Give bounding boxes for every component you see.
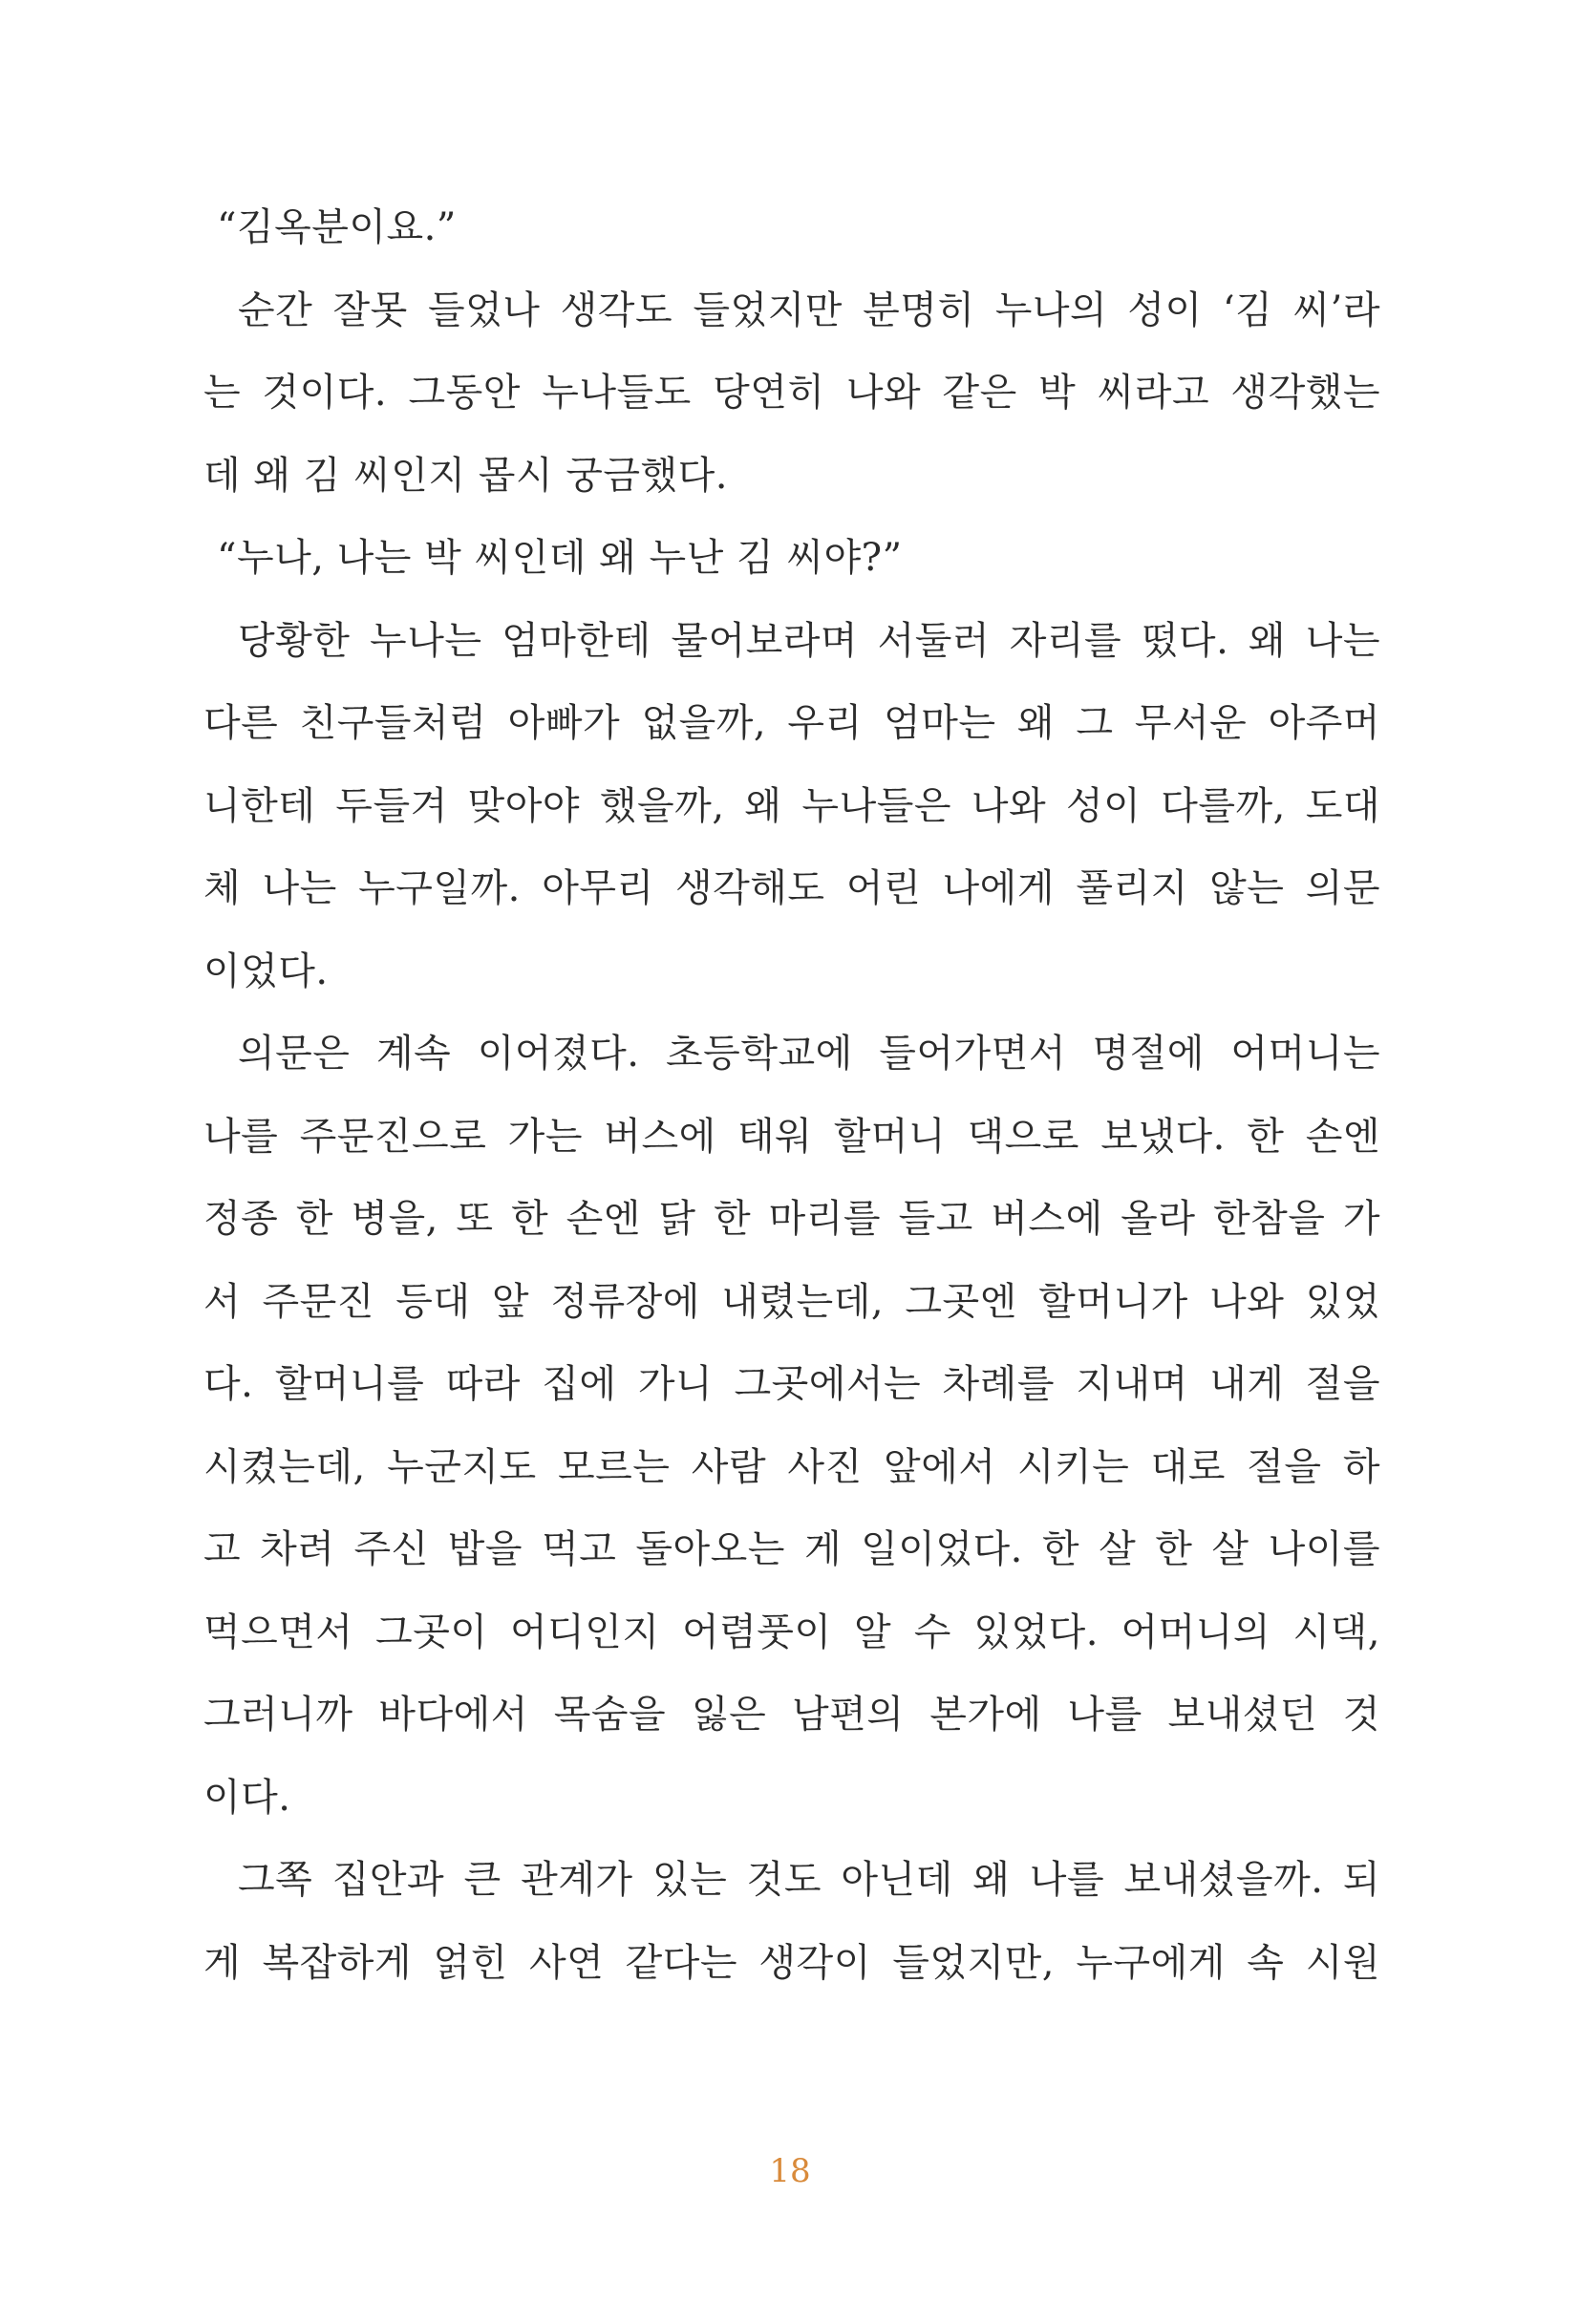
text-line: 게 복잡하게 얽힌 사연 같다는 생각이 들었지만, 누구에게 속 시원: [203, 1940, 1380, 1985]
text-line: 시켰는데, 누군지도 모르는 사람 사진 앞에서 시키는 대로 절을 하: [203, 1444, 1380, 1489]
body-text: [203, 186, 1380, 2004]
page-number: 18: [769, 2152, 811, 2190]
text-line: 고 차려 주신 밥을 먹고 돌아오는 게 일이었다. 한 살 한 살 나이를: [203, 1527, 1380, 1571]
text-line: 서 주문진 등대 앞 정류장에 내렸는데, 그곳엔 할머니가 나와 있었: [203, 1279, 1380, 1324]
text-line: 는 것이다. 그동안 누나들도 당연히 나와 같은 박 씨라고 생각했는: [203, 371, 1380, 415]
text-line: 이었다.: [203, 949, 329, 993]
text-line: 체 나는 누구일까. 아무리 생각해도 어린 나에게 풀리지 않는 의문: [203, 866, 1380, 910]
text-line: 다른 친구들처럼 아빠가 없을까, 우리 엄마는 왜 그 무서운 아주머: [203, 701, 1380, 745]
text-line: 나를 주문진으로 가는 버스에 태워 할머니 댁으로 보냈다. 한 손엔: [203, 1114, 1380, 1159]
text-line: 당황한 누나는 엄마한테 물어보라며 서둘러 자리를 떴다. 왜 나는: [238, 618, 1380, 663]
dialogue-line: “누나, 나는 박 씨인데 왜 누난 김 씨야?”: [217, 536, 903, 580]
text-line: 정종 한 병을, 또 한 손엔 닭 한 마리를 들고 버스에 올라 한참을 가: [203, 1197, 1380, 1241]
text-line: 다. 할머니를 따라 집에 가니 그곳에서는 차례를 지내며 내게 절을: [203, 1362, 1380, 1406]
text-line: 그쪽 집안과 큰 관계가 있는 것도 아닌데 왜 나를 보내셨을까. 되: [238, 1858, 1380, 1902]
text-line: 이다.: [203, 1775, 291, 1820]
text-line: 의문은 계속 이어졌다. 초등학교에 들어가면서 명절에 어머니는: [238, 1032, 1380, 1076]
text-line: 데 왜 김 씨인지 몹시 궁금했다.: [203, 453, 728, 498]
text-line: 니한테 두들겨 맞아야 했을까, 왜 누나들은 나와 성이 다를까, 도대: [203, 783, 1380, 828]
text-line: 먹으면서 그곳이 어디인지 어렴풋이 알 수 있었다. 어머니의 시댁,: [203, 1610, 1380, 1654]
dialogue-line: “김옥분이요.”: [217, 205, 457, 249]
text-line: 그러니까 바다에서 목숨을 잃은 남편의 본가에 나를 보내셨던 것: [203, 1693, 1380, 1737]
text-line: 순간 잘못 들었나 생각도 들었지만 분명히 누나의 성이 ‘김 씨’라: [238, 288, 1380, 332]
